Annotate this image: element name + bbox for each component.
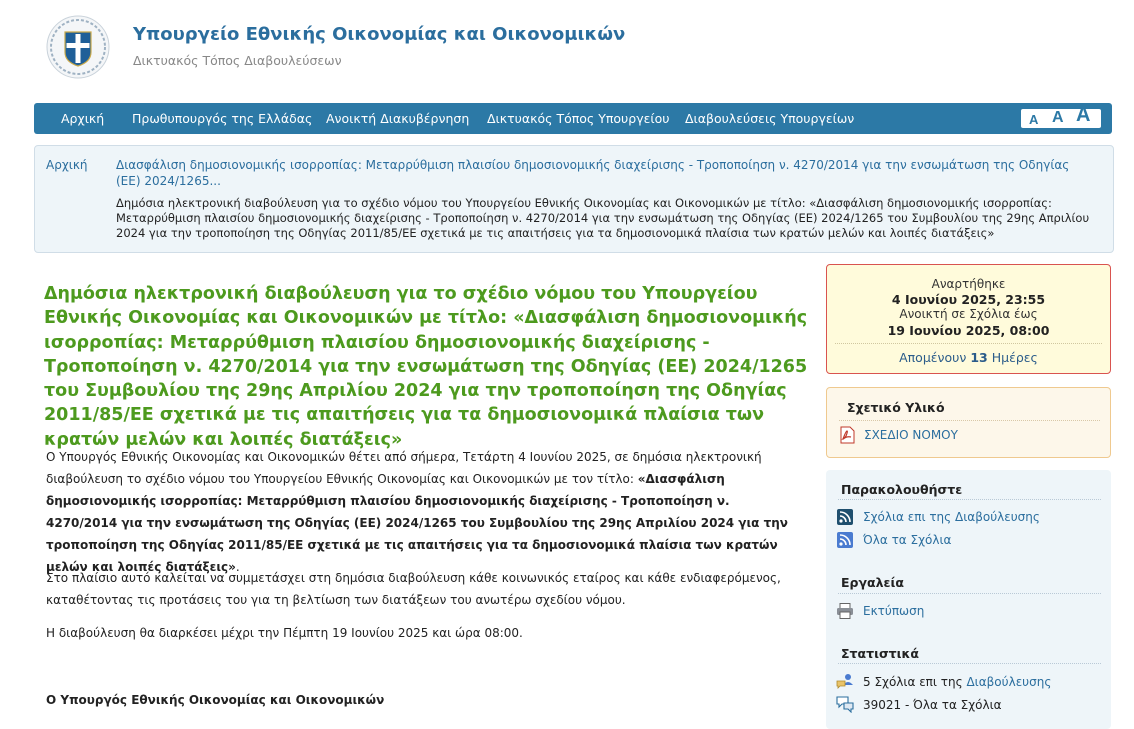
consultation-comments-count-text: 5 Σχόλια επι της — [863, 675, 967, 689]
material-divider — [839, 420, 1100, 421]
site-header — [0, 0, 1134, 100]
signature: Ο Υπουργός Εθνικής Οικονομίας και Οικονομικών — [46, 693, 385, 707]
consultation-comments-stat-link[interactable]: Διαβούλευσης — [966, 675, 1052, 689]
nav-item-prime-minister[interactable]: Πρωθυπουργός της Ελλάδας — [132, 111, 313, 126]
all-comments-count-text: 39021 - — [863, 698, 914, 712]
dates-separator — [835, 343, 1102, 344]
tools-heading: Εργαλεία — [841, 575, 904, 590]
nav-item-ministry-website[interactable]: Δικτυακός Τόπος Υπουργείου — [487, 111, 670, 126]
breadcrumb-current-page: Δημόσια ηλεκτρονική διαβούλευση για το σχέδιο νόμου του Υπουργείου Εθνικής Οικονομίας και Οικονομικών με τίτλο: «Διασφάλιση δημοσιονομικής ισορροπίας: Μεταρρύθμιση πλαισίου δημοσιονομικής διαχείρισης - Τροποποίηση ν. 4270/2014 για την ενσωμάτωση της Οδηγίας (ΕΕ) 2024/1265 του Συμβουλίου της 29ης Απριλίου 2024 για την τροποποίηση της Οδηγίας 2011/85/ΕΕ σχετικά με τις απαιτήσεις για τα δημοσιονομικά πλαίσια των κρατών μελών και λοιπές διατάξεις» — [116, 196, 1090, 240]
follow-divider — [838, 499, 1101, 500]
site-title[interactable]: Υπουργείο Εθνικής Οικονομίας και Οικονομικών — [133, 24, 626, 45]
follow-consultation-comments-link[interactable]: Σχόλια επι της Διαβούλευσης — [863, 510, 1040, 524]
remaining-prefix: Απομένουν — [899, 350, 967, 365]
remaining-number: 13 — [970, 350, 988, 365]
main-navbar — [34, 103, 1112, 134]
breadcrumb — [34, 145, 1114, 253]
consultation-comments-count — [863, 675, 1051, 689]
open-until-date: 19 Ιουνίου 2025, 08:00 — [887, 323, 1050, 338]
follow-heading: Παρακολουθήστε — [841, 482, 963, 497]
follow-all-comments-link[interactable]: Όλα τα Σχόλια — [863, 533, 952, 547]
intro-bold-title: «Διασφάλιση δημοσιονομικής ισορροπίας: Μεταρρύθμιση πλαισίου δημοσιονομικής διαχείρισης - Τροποποίηση ν. 4270/2014 για την ενσωμάτωση της Οδηγίας (ΕΕ) 2024/1265 του Συμβουλίου της 29ης Απριλίου 2024 για την τροποποίηση της Οδηγίας 2011/85/ΕΕ σχετικά με τις απαιτήσεις για τα δημοσιονομικά πλαίσια των κρατών μελών και λοιπές διατάξεις» — [46, 472, 788, 574]
related-material-box — [826, 387, 1111, 458]
pdf-icon — [838, 426, 856, 444]
remaining-days — [827, 350, 1110, 365]
font-size-large-button[interactable]: A — [1076, 104, 1091, 126]
statistics-divider — [838, 663, 1101, 664]
all-comments-icon — [836, 695, 854, 713]
breadcrumb-consultation-link[interactable]: Διασφάλιση δημοσιονομικής ισορροπίας: Μεταρρύθμιση πλαισίου δημοσιονομικής διαχείρισης - Τροποποίηση ν. 4270/2014 για την ενσωμάτωση της Οδηγίας (ΕΕ) 2024/1265... — [116, 158, 1070, 188]
participation-paragraph: Στο πλαίσιο αυτό καλείται να συμμετάσχει στη δημόσια διαβούλευση κάθε κοινωνικός εταίρος και κάθε ενδιαφερόμενος, καταθέτοντας τις προτάσεις του για τη βελτίωση των διατάξεων του ανωτέρω σχεδίου νόμου. — [46, 571, 781, 607]
tools-divider — [838, 593, 1101, 594]
related-material-heading: Σχετικό Υλικό — [847, 400, 945, 415]
open-until-label: Ανοικτή σε Σχόλια έως — [899, 307, 1038, 321]
statistics-heading: Στατιστικά — [841, 646, 920, 661]
intro-text: Ο Υπουργός Εθνικής Οικονομίας και Οικονομικών θέτει από σήμερα, Τετάρτη 4 Ιουνίου 2025, σε δημόσια ηλεκτρονική διαβούλευση το σχέδιο νόμου του Υπουργείου Εθνικής Οικονομίας και Οικονομικών με τον τίτλο: — [46, 450, 762, 486]
user-comments-icon — [836, 672, 854, 690]
duration-paragraph: Η διαβούλευση θα διαρκέσει μέχρι την Πέμπτη 19 Ιουνίου 2025 και ώρα 08:00. — [46, 626, 523, 640]
posted-label: Αναρτήθηκε — [931, 277, 1006, 291]
consultation-dates-box — [826, 264, 1111, 374]
greek-coat-of-arms-logo[interactable] — [45, 14, 111, 80]
sidebar-tools-box — [826, 470, 1111, 729]
comments-feed-icon — [836, 508, 854, 526]
intro-end: . — [235, 560, 240, 574]
page-title: Δημόσια ηλεκτρονική διαβούλευση για το σχέδιο νόμου του Υπουργείου Εθνικής Οικονομίας και Οικονομικών με τίτλο: «Διασφάλιση δημοσιονομικής ισορροπίας: Μεταρρύθμιση πλαισίου δημοσιονομικής διαχείρισης - Τροποποίηση ν. 4270/2014 για την ενσωμάτωση της Οδηγίας (ΕΕ) 2024/1265 του Συμβουλίου της 29ης Απριλίου 2024 για την τροποποίηση της Οδηγίας 2011/85/ΕΕ σχετικά με τις απαιτήσεις για τα δημοσιονομικά πλαίσια των κρατών μελών και λοιπές διατάξεις» — [44, 284, 808, 450]
all-comments-count — [863, 698, 1002, 712]
font-size-small-button[interactable]: A — [1029, 112, 1039, 127]
font-size-selector — [1021, 104, 1101, 128]
rss-icon — [836, 531, 854, 549]
all-comments-stat-link[interactable]: Όλα τα Σχόλια — [913, 698, 1002, 712]
printer-icon — [836, 602, 854, 620]
print-link[interactable]: Εκτύπωση — [863, 604, 925, 618]
nav-item-ministries-consultations[interactable]: Διαβουλεύσεις Υπουργείων — [685, 111, 855, 126]
intro-paragraph — [46, 446, 796, 578]
remaining-suffix: Ημέρες — [991, 350, 1038, 365]
nav-item-open-government[interactable]: Ανοικτή Διακυβέρνηση — [326, 111, 470, 126]
font-size-medium-button[interactable]: A — [1052, 109, 1064, 126]
posted-date: 4 Ιουνίου 2025, 23:55 — [891, 292, 1046, 307]
site-subtitle: Δικτυακός Τόπος Διαβουλεύσεων — [133, 53, 342, 68]
draft-law-link[interactable]: ΣΧΕΔΙΟ ΝΟΜΟΥ — [864, 428, 958, 442]
breadcrumb-home-link[interactable]: Αρχική — [46, 158, 88, 172]
nav-item-home[interactable]: Αρχική — [61, 111, 105, 126]
